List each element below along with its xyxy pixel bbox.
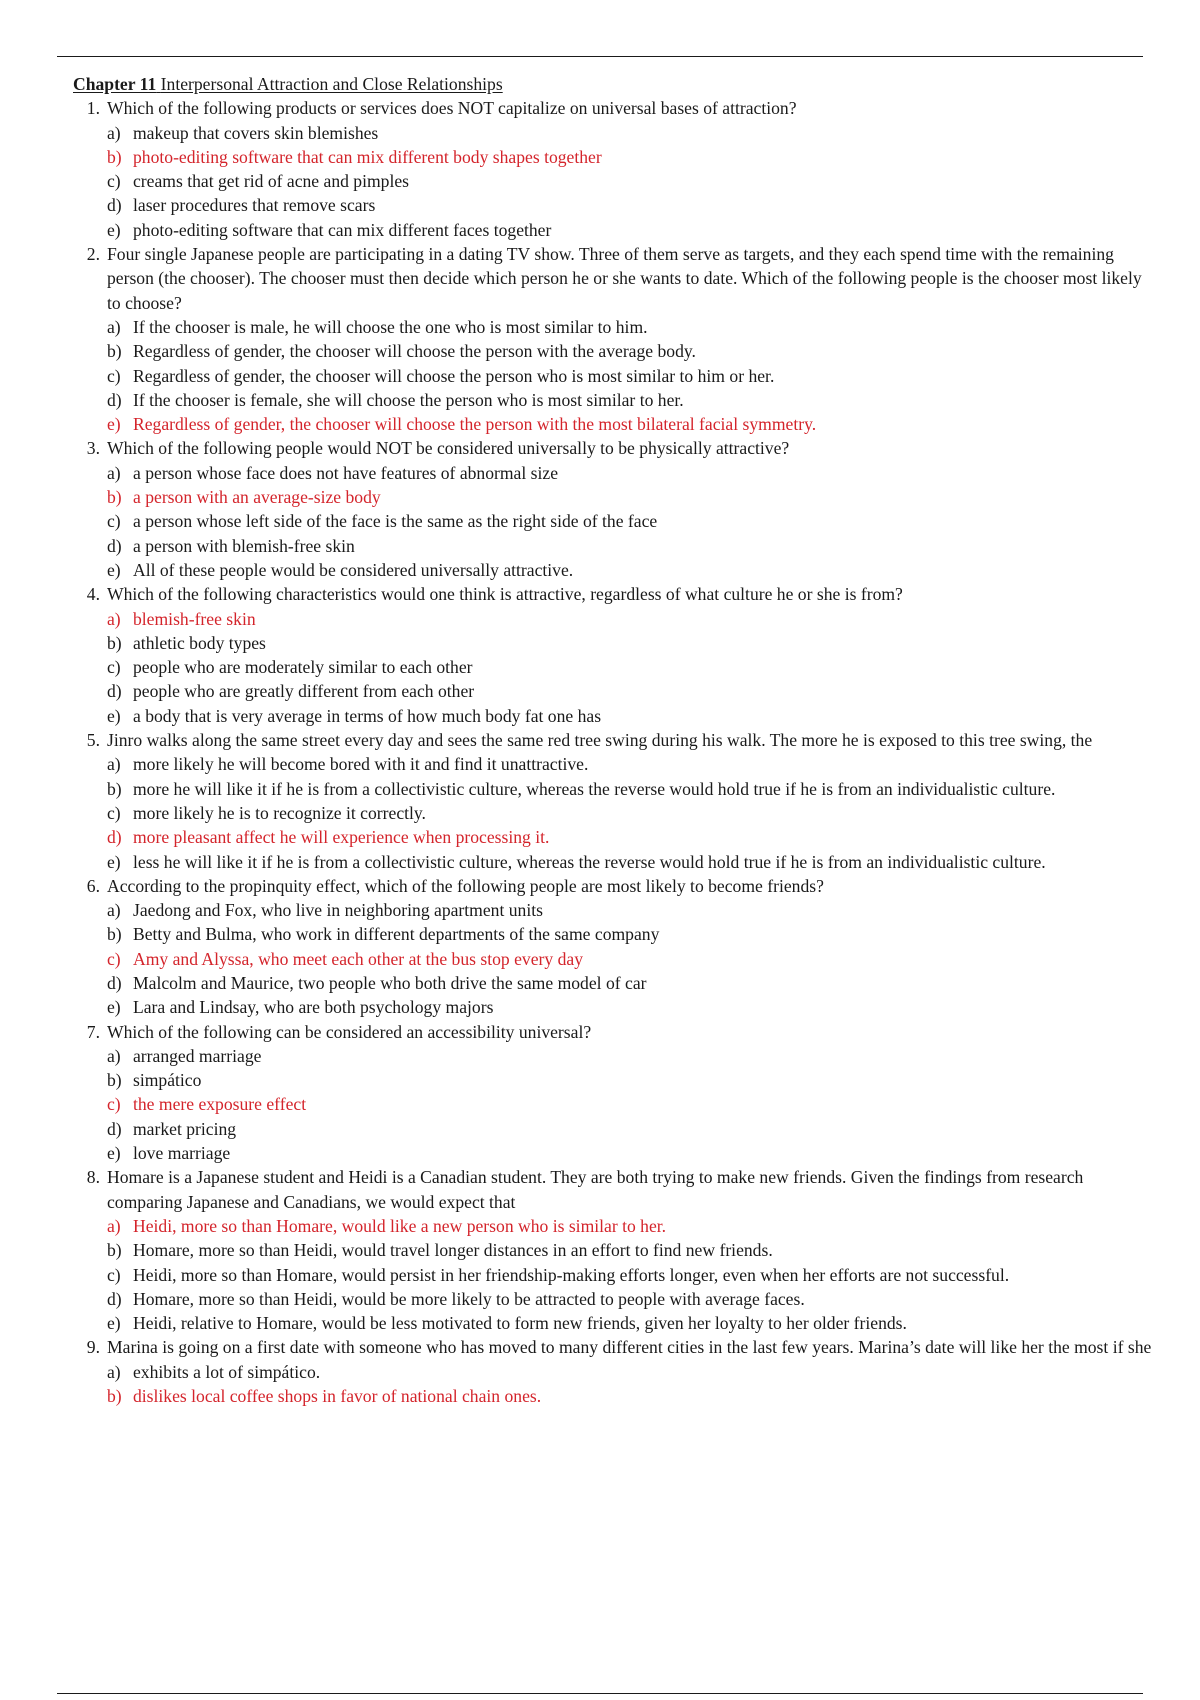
option-text: Malcolm and Maurice, two people who both drive the same model of car xyxy=(133,972,647,993)
option-text: dislikes local coffee shops in favor of national chain ones. xyxy=(133,1386,542,1407)
answer-option xyxy=(107,461,1153,485)
question-number: 2. xyxy=(86,244,100,265)
answer-option xyxy=(107,777,1153,801)
question-number: 1. xyxy=(86,98,100,119)
option-letter: b) xyxy=(107,632,122,653)
answer-option xyxy=(107,704,1153,728)
option-letter: d) xyxy=(107,535,122,556)
option-letter: d) xyxy=(107,1288,122,1309)
question-6 xyxy=(73,874,1153,1020)
question-body xyxy=(107,242,1153,436)
answer-option-correct xyxy=(107,412,1153,436)
question-text: Which of the following can be considered an accessibility universal? xyxy=(107,1021,592,1042)
option-text: more he will like it if he is from a collectivistic culture, whereas the reverse would hold true if he is from an individualistic culture. xyxy=(133,778,1056,799)
option-text: Jaedong and Fox, who live in neighboring apartment units xyxy=(133,900,543,921)
answer-option-correct xyxy=(107,1384,1153,1408)
option-text: Homare, more so than Heidi, would travel longer distances in an effort to find new friends. xyxy=(133,1240,773,1261)
option-text: a person with an average-size body xyxy=(133,487,381,508)
answer-option xyxy=(107,898,1153,922)
option-text: Amy and Alyssa, who meet each other at the bus stop every day xyxy=(133,948,583,969)
option-letter: d) xyxy=(107,1118,122,1139)
question-number: 3. xyxy=(86,438,100,459)
option-letter: d) xyxy=(107,195,122,216)
question-7 xyxy=(73,1020,1153,1166)
answer-option xyxy=(107,509,1153,533)
option-text: photo-editing software that can mix different body shapes together xyxy=(133,146,602,167)
option-letter: c) xyxy=(107,1264,121,1285)
question-text: Which of the following people would NOT be considered universally to be physically attractive? xyxy=(107,438,790,459)
answer-option xyxy=(107,1068,1153,1092)
option-text: people who are moderately similar to each other xyxy=(133,657,473,678)
answer-option xyxy=(107,971,1153,995)
option-text: a body that is very average in terms of how much body fat one has xyxy=(133,705,602,726)
option-text: Homare, more so than Heidi, would be more likely to be attracted to people with average faces. xyxy=(133,1288,805,1309)
answer-option xyxy=(107,850,1153,874)
answer-option xyxy=(107,169,1153,193)
answer-option xyxy=(107,995,1153,1019)
option-text: more likely he will become bored with it and find it unattractive. xyxy=(133,754,589,775)
option-text: less he will like it if he is from a collectivistic culture, whereas the reverse would hold true if he is from an individualistic culture. xyxy=(133,851,1046,872)
answer-option xyxy=(107,364,1153,388)
answer-option-correct xyxy=(107,1214,1153,1238)
option-text: love marriage xyxy=(133,1143,231,1164)
answer-option xyxy=(107,193,1153,217)
answer-option-correct xyxy=(107,145,1153,169)
answer-option xyxy=(107,339,1153,363)
answer-option xyxy=(107,1360,1153,1384)
question-text: Which of the following products or services does NOT capitalize on universal bases of attraction? xyxy=(107,98,797,119)
chapter-heading xyxy=(73,72,1153,96)
option-text: athletic body types xyxy=(133,632,266,653)
option-text: Heidi, more so than Homare, would like a new person who is similar to her. xyxy=(133,1215,667,1236)
option-letter: d) xyxy=(107,972,122,993)
answer-option xyxy=(107,1044,1153,1068)
option-letter: b) xyxy=(107,1070,122,1091)
answer-option-correct xyxy=(107,825,1153,849)
answer-option xyxy=(107,1311,1153,1335)
chapter-number: Chapter 11 xyxy=(73,74,157,94)
answer-option xyxy=(107,558,1153,582)
option-letter: e) xyxy=(107,1143,121,1164)
question-text: According to the propinquity effect, which of the following people are most likely to become friends? xyxy=(107,875,824,896)
option-text: a person with blemish-free skin xyxy=(133,535,355,556)
option-text: Heidi, relative to Homare, would be less motivated to form new friends, given her loyalty to her older friends. xyxy=(133,1313,907,1334)
option-letter: b) xyxy=(107,1386,122,1407)
option-letter: b) xyxy=(107,778,122,799)
option-text: photo-editing software that can mix different faces together xyxy=(133,219,552,240)
answer-option xyxy=(107,218,1153,242)
option-letter: e) xyxy=(107,219,121,240)
option-text: creams that get rid of acne and pimples xyxy=(133,171,410,192)
answer-option xyxy=(107,388,1153,412)
option-letter: a) xyxy=(107,1215,121,1236)
question-number: 5. xyxy=(86,730,100,751)
question-number: 9. xyxy=(86,1337,100,1358)
answer-option xyxy=(107,1287,1153,1311)
option-text: Lara and Lindsay, who are both psychology majors xyxy=(133,997,494,1018)
answer-option-correct xyxy=(107,1092,1153,1116)
option-text: more pleasant affect he will experience when processing it. xyxy=(133,827,550,848)
question-1 xyxy=(73,96,1153,242)
option-text: Betty and Bulma, who work in different departments of the same company xyxy=(133,924,660,945)
option-text: a person whose face does not have features of abnormal size xyxy=(133,462,559,483)
question-body xyxy=(107,728,1153,874)
option-text: Regardless of gender, the chooser will choose the person with the most bilateral facial symmetry. xyxy=(133,414,817,435)
option-letter: c) xyxy=(107,365,121,386)
answer-option xyxy=(107,631,1153,655)
option-text: If the chooser is male, he will choose the one who is most similar to him. xyxy=(133,316,648,337)
question-body xyxy=(107,1165,1153,1335)
question-text: Marina is going on a first date with someone who has moved to many different cities in the last few years. Marina’s date will like her the most if she xyxy=(107,1337,1152,1358)
option-letter: a) xyxy=(107,1361,121,1382)
question-8 xyxy=(73,1165,1153,1335)
question-5 xyxy=(73,728,1153,874)
option-letter: d) xyxy=(107,389,122,410)
question-2 xyxy=(73,242,1153,436)
option-text: simpático xyxy=(133,1070,202,1091)
option-letter: c) xyxy=(107,657,121,678)
option-letter: a) xyxy=(107,122,121,143)
option-letter: c) xyxy=(107,948,121,969)
answer-option xyxy=(107,801,1153,825)
answer-option xyxy=(107,1263,1153,1287)
option-text: All of these people would be considered universally attractive. xyxy=(133,559,574,580)
question-4 xyxy=(73,582,1153,728)
answer-option xyxy=(107,121,1153,145)
answer-option xyxy=(107,534,1153,558)
option-letter: e) xyxy=(107,997,121,1018)
question-body xyxy=(107,436,1153,582)
answer-option xyxy=(107,1141,1153,1165)
option-letter: b) xyxy=(107,924,122,945)
option-letter: e) xyxy=(107,1313,121,1334)
option-letter: b) xyxy=(107,1240,122,1261)
option-text: blemish-free skin xyxy=(133,608,256,629)
option-text: a person whose left side of the face is the same as the right side of the face xyxy=(133,511,658,532)
option-text: people who are greatly different from each other xyxy=(133,681,475,702)
option-letter: c) xyxy=(107,1094,121,1115)
question-body xyxy=(107,1335,1153,1408)
answer-option xyxy=(107,679,1153,703)
chapter-title: Interpersonal Attraction and Close Relationships xyxy=(160,74,503,94)
option-text: more likely he is to recognize it correctly. xyxy=(133,802,426,823)
option-letter: e) xyxy=(107,705,121,726)
option-letter: e) xyxy=(107,851,121,872)
answer-option-correct xyxy=(107,947,1153,971)
question-9 xyxy=(73,1335,1153,1408)
answer-option xyxy=(107,1117,1153,1141)
question-text: Homare is a Japanese student and Heidi is a Canadian student. They are both trying to make new friends. Given the findings from research comparing Japanese and Canadians, we would expect that xyxy=(107,1167,1084,1212)
option-text: makeup that covers skin blemishes xyxy=(133,122,379,143)
option-text: Regardless of gender, the chooser will choose the person who is most similar to him or her. xyxy=(133,365,775,386)
top-rule xyxy=(57,56,1143,57)
option-text: exhibits a lot of simpático. xyxy=(133,1361,321,1382)
option-letter: b) xyxy=(107,341,122,362)
answer-option xyxy=(107,752,1153,776)
option-letter: a) xyxy=(107,754,121,775)
option-text: laser procedures that remove scars xyxy=(133,195,376,216)
option-letter: c) xyxy=(107,171,121,192)
option-text: Regardless of gender, the chooser will choose the person with the average body. xyxy=(133,341,696,362)
option-text: If the chooser is female, she will choose the person who is most similar to her. xyxy=(133,389,684,410)
option-letter: a) xyxy=(107,462,121,483)
option-letter: a) xyxy=(107,316,121,337)
option-letter: c) xyxy=(107,511,121,532)
answer-option-correct xyxy=(107,607,1153,631)
option-letter: d) xyxy=(107,827,122,848)
answer-option xyxy=(107,655,1153,679)
question-body xyxy=(107,874,1153,1020)
bottom-rule xyxy=(57,1693,1143,1694)
question-body xyxy=(107,1020,1153,1166)
question-text: Four single Japanese people are participating in a dating TV show. Three of them serve as targets, and they each spend time with the remaining person (the chooser). The chooser must then decide which person he or she wants to date. Which of the following people is the chooser most likely to choose? xyxy=(107,244,1142,313)
question-number: 6. xyxy=(86,875,100,896)
option-letter: a) xyxy=(107,900,121,921)
question-number: 8. xyxy=(86,1167,100,1188)
answer-option-correct xyxy=(107,485,1153,509)
answer-option xyxy=(107,1238,1153,1262)
option-letter: b) xyxy=(107,146,122,167)
question-number: 4. xyxy=(86,584,100,605)
question-text: Jinro walks along the same street every day and sees the same red tree swing during his walk. The more he is exposed to this tree swing, the xyxy=(107,730,1093,751)
option-letter: d) xyxy=(107,681,122,702)
question-text: Which of the following characteristics would one think is attractive, regardless of what culture he or she is from? xyxy=(107,584,903,605)
option-text: the mere exposure effect xyxy=(133,1094,307,1115)
option-text: arranged marriage xyxy=(133,1045,262,1066)
option-letter: a) xyxy=(107,608,121,629)
option-letter: a) xyxy=(107,1045,121,1066)
document-body xyxy=(73,72,1153,1408)
answer-option xyxy=(107,922,1153,946)
question-3 xyxy=(73,436,1153,582)
option-text: Heidi, more so than Homare, would persist in her friendship-making efforts longer, even when her efforts are not successful. xyxy=(133,1264,1010,1285)
option-letter: b) xyxy=(107,487,122,508)
option-text: market pricing xyxy=(133,1118,237,1139)
question-body xyxy=(107,96,1153,242)
option-letter: c) xyxy=(107,802,121,823)
question-list xyxy=(73,96,1153,1408)
question-body xyxy=(107,582,1153,728)
option-letter: e) xyxy=(107,414,121,435)
option-letter: e) xyxy=(107,559,121,580)
question-number: 7. xyxy=(86,1021,100,1042)
answer-option xyxy=(107,315,1153,339)
